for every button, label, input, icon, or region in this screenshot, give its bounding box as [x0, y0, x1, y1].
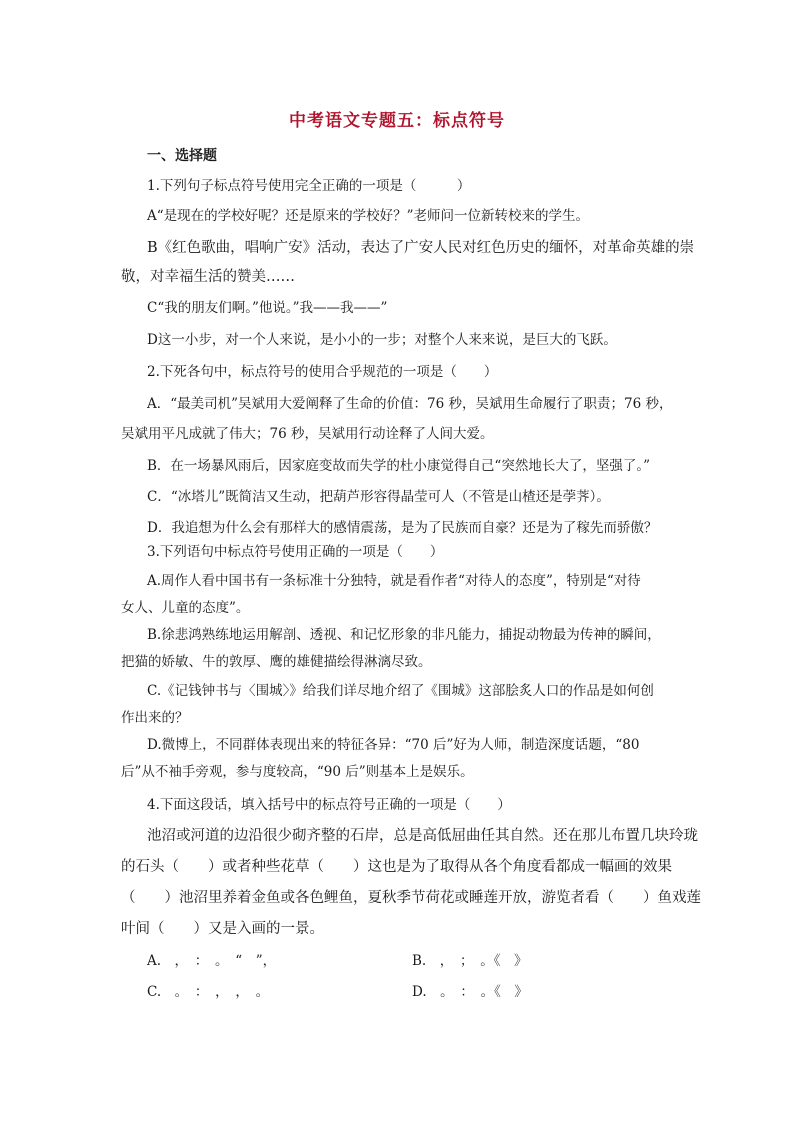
- q4-passage-line3: （ ）池沼里养着金鱼或各色鲤鱼，夏秋季节荷花或睡莲开放，游览者看（ ）鱼戏莲: [121, 890, 701, 906]
- q1-option-c: C“我的朋友们啊。”他说。”我——我——”: [147, 300, 388, 316]
- q2-option-a-line2: 吴斌用平凡成就了伟大；76 秒，吴斌用行动诠释了人间大爱。: [121, 426, 494, 442]
- q2-option-a-line1: A．“最美司机”吴斌用大爱阐释了生命的价值：76 秒，吴斌用生命履行了职责；76 秒，: [147, 396, 673, 412]
- q3-stem: 3.下列语句中标点符号使用正确的一项是（ ）: [147, 544, 444, 560]
- q4-passage-line4: 叶间（ ）又是入画的一景。: [121, 921, 324, 937]
- q2-option-d: D．我追想为什么会有那样大的感情震荡，是为了民族而自豪？还是为了稼先而骄傲？: [147, 520, 658, 536]
- q1-option-b-line2: 敬，对幸福生活的赞美……: [121, 269, 295, 285]
- q3-option-c-line1: C.《记钱钟书与〈围城〉》给我们详尽地介绍了《围城》这部脍炙人口的作品是如何创: [147, 683, 654, 699]
- q4-option-d: D. 。 ： 。《 》: [412, 984, 528, 1000]
- q3-option-a-line1: A.周作人看中国书有一条标准十分独特，就是看作者“对待人的态度”，特别是“对待: [147, 573, 641, 589]
- q3-option-c-line2: 作出来的？: [121, 710, 189, 726]
- q2-stem: 2.下死各句中，标点符号的使用合乎规范的一项是（ ）: [147, 364, 498, 380]
- q3-option-b-line1: B.徐悲鸿熟练地运用解剖、透视、和记忆形象的非凡能力，捕捉动物最为传神的瞬间，: [147, 627, 661, 643]
- q3-option-b-line2: 把猫的娇敏、牛的敦厚、鹰的雄健描绘得淋漓尽致。: [121, 654, 432, 670]
- q2-option-b: B．在一场暴风雨后，因家庭变故而失学的杜小康觉得自己“突然地长大了，坚强了。”: [147, 458, 650, 474]
- q4-stem: 4.下面这段话，填入括号中的标点符号正确的一项是（ ）: [147, 797, 511, 813]
- q3-option-a-line2: 女人、儿童的态度”。: [121, 600, 250, 616]
- q3-option-d-line2: 后”从不袖手旁观，参与度较高，“90 后”则基本上是娱乐。: [121, 764, 474, 780]
- q4-option-c: C. 。 ： ， ， 。: [147, 984, 270, 1000]
- q4-passage-line1: 池沼或河道的边沿很少砌齐整的石岸，总是高低屈曲任其自然。还在那儿布置几块玲珑: [147, 828, 698, 844]
- q1-option-b-line1: B《红色歌曲，唱响广安》活动，表达了广安人民对红色历史的缅怀，对革命英雄的崇: [147, 240, 695, 256]
- q4-passage-line2: 的石头（ ）或者种些花草（ ）这也是为了取得从各个角度看都成一幅画的效果: [121, 859, 672, 875]
- q1-option-a: A“是现在的学校好呢？还是原来的学校好？”老师问一位新转校来的学生。: [147, 208, 590, 224]
- q4-option-a: A. ， ： 。 “ ”，: [147, 953, 277, 969]
- section-heading: 一、选择题: [147, 148, 217, 164]
- q1-stem: 1.下列句子标点符号使用完全正确的一项是（ ）: [147, 178, 471, 194]
- q4-option-b: B. ， ； 。《 》: [412, 953, 528, 969]
- q2-option-c: C．“冰塔儿”既简洁又生动，把葫芦形容得晶莹可人（不管是山楂还是荸荠）。: [147, 489, 610, 505]
- q3-option-d-line1: D.微博上，不同群体表现出来的特征各异：“70 后”好为人师，制造深度话题，“80: [147, 737, 640, 753]
- q1-option-d: D这一小步，对一个人来说，是小小的一步；对整个人来来说，是巨大的飞跃。: [147, 332, 617, 348]
- page-title: 中考语文专题五：标点符号: [289, 111, 505, 131]
